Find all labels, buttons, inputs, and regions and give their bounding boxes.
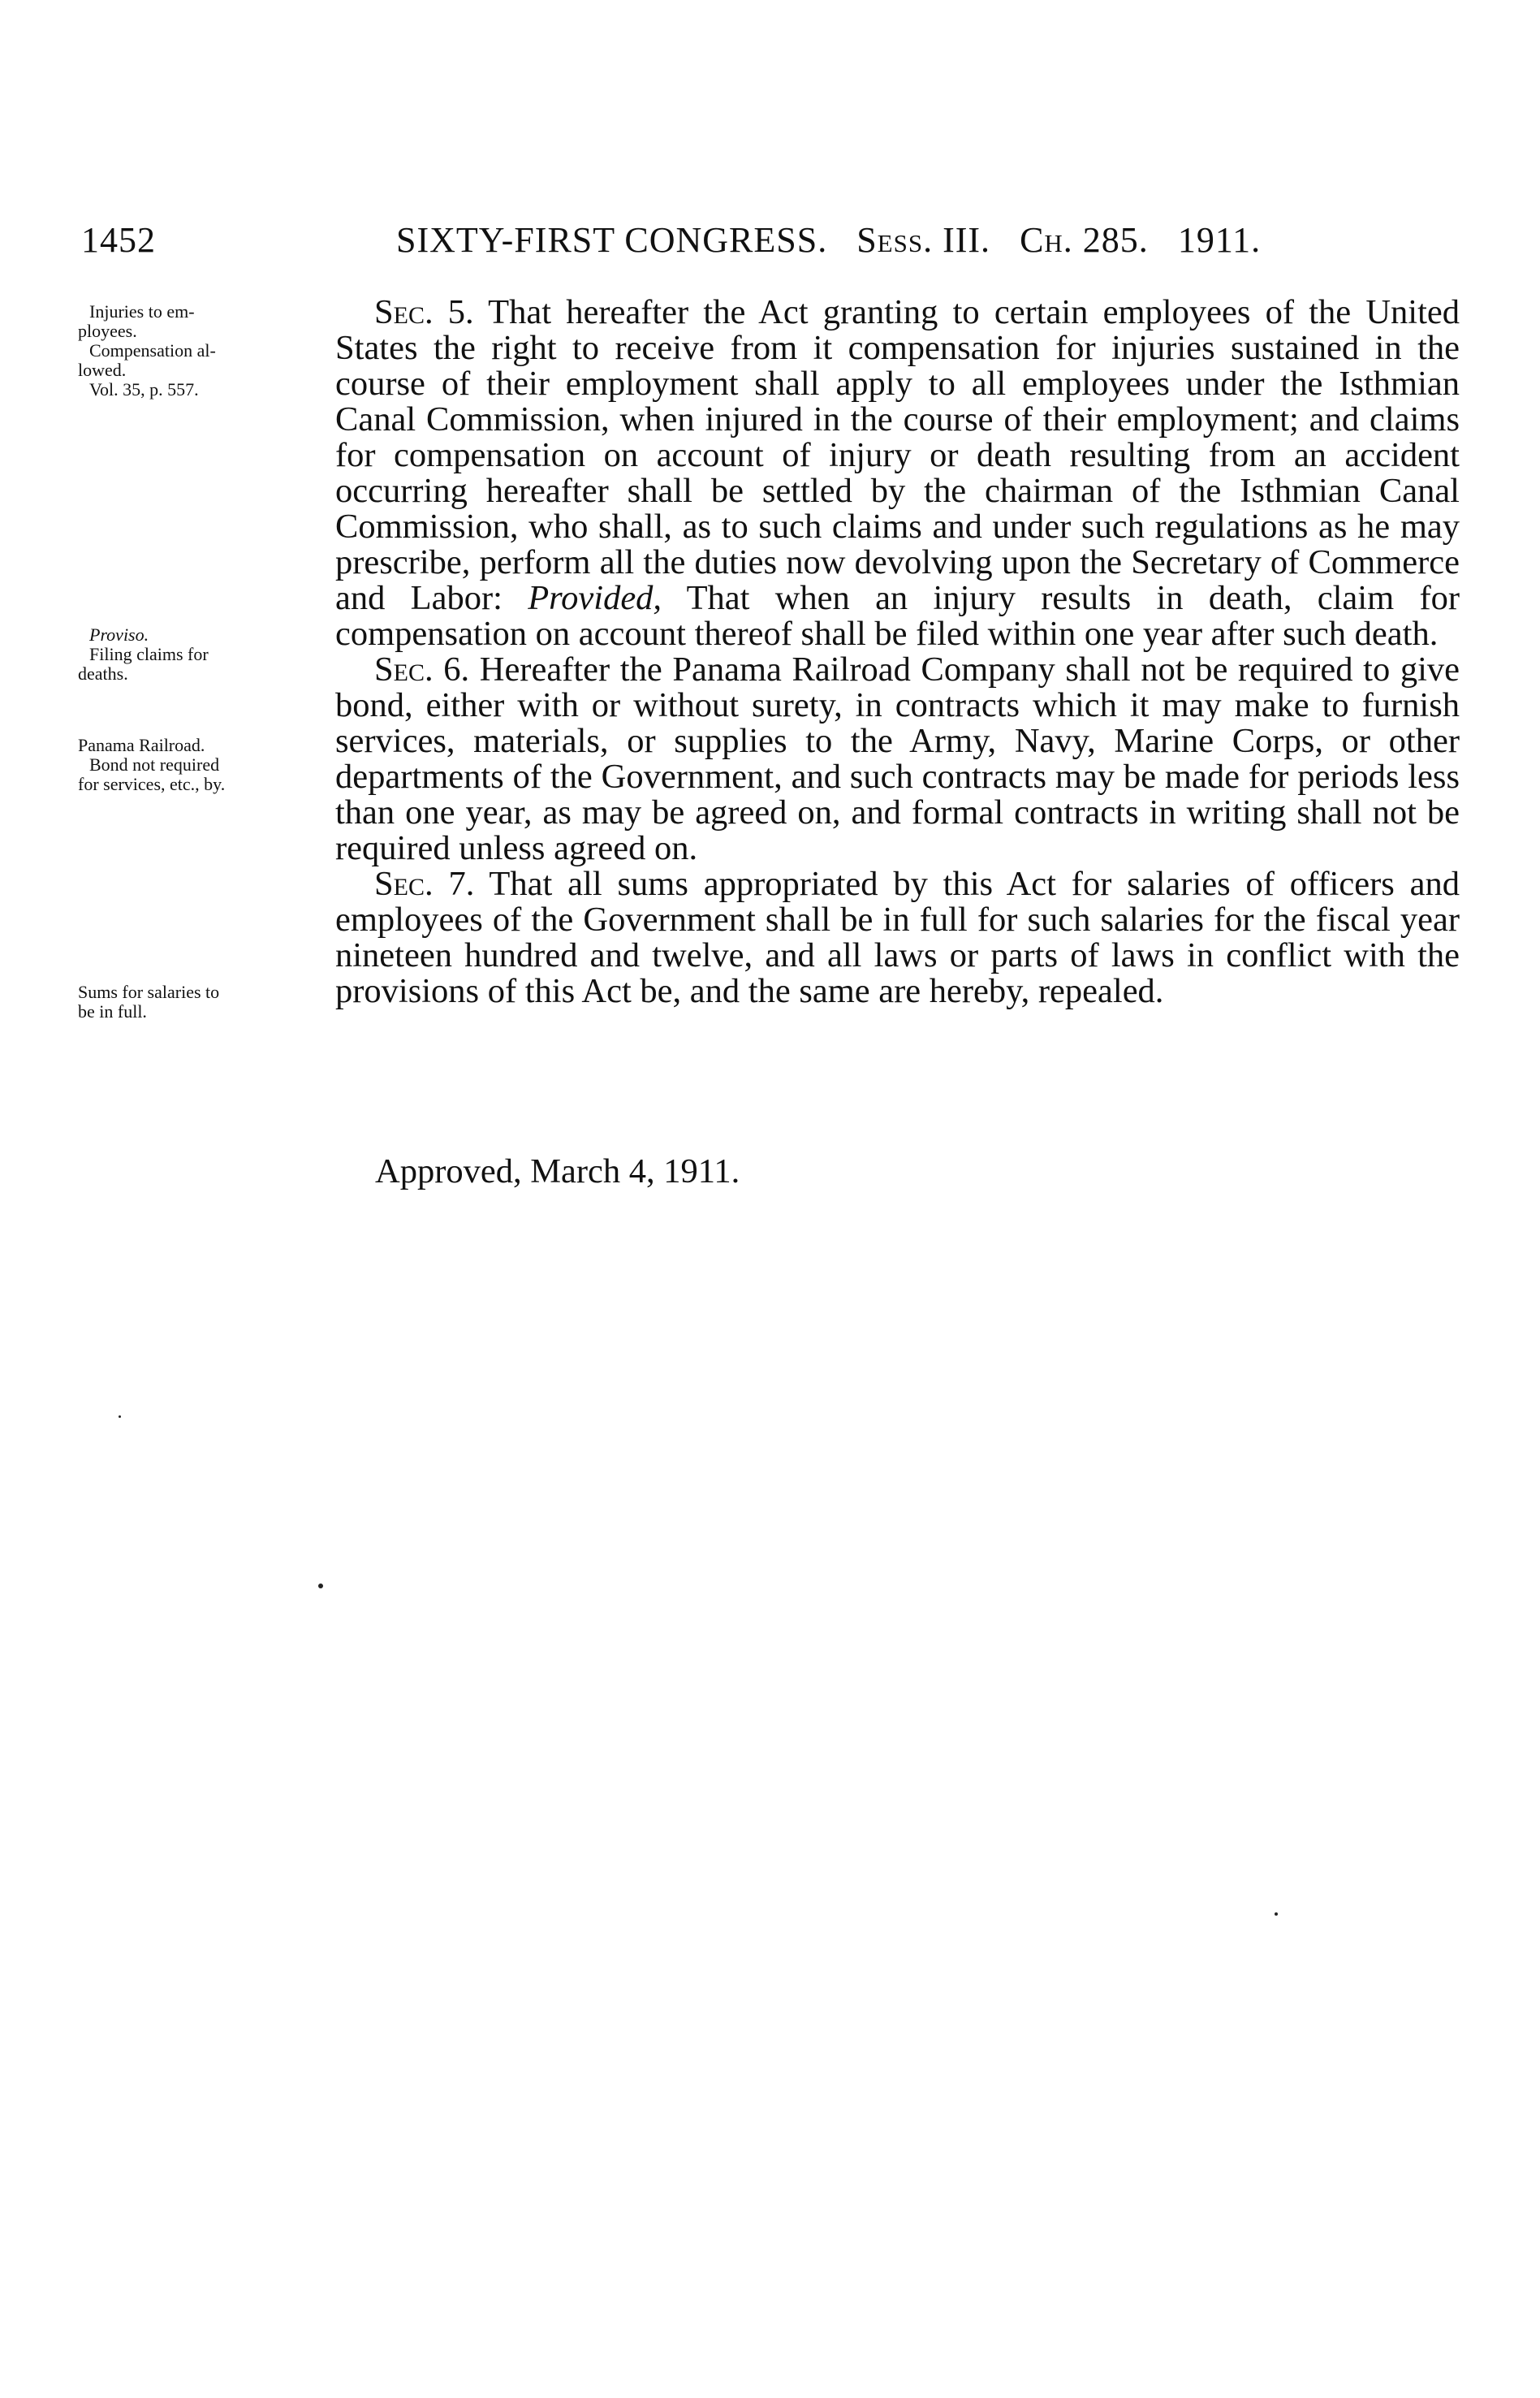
page-number: 1452 [81,220,156,260]
section-text: Hereafter the Panama Railroad Company shall not be required to give bond, either with or without surety, in contracts which it may make to furnish services, materials, or supplies to the Army, Navy, Marine Corps, or other departments of the Government, and such contracts may be made for periods less than one year, as may be agreed on, and formal contracts in writing shall not be required unless agreed on. [335,650,1460,867]
margin-note-line: Panama Railroad. [78,735,205,755]
section-text: That hereafter the Act granting to certain employees of the United States the right to receive from it compensation for injuries sustained in the course of their employment shall apply to all employees under the Isthmian Canal Commission, when injured in the course of their employment; and claims for compensation on account of injury or death resulting from an accident occurring hereafter shall be settled by the chairman of the Isthmian Canal Commission, who shall, as to such claims and under such regulations as he may prescribe, perform all the duties now devolving upon the Secretary of Commerce and Labor: [335,293,1460,617]
margin-note-injuries [78,302,330,400]
congress-title: SIXTY-FIRST CONGRESS. [396,220,828,260]
section-7 [335,866,1460,1009]
section-label: Sec. 5. [374,293,474,331]
section-text: That all sums appropriated by this Act for salaries of officers and employees of the Government shall be in full for such salaries for the fiscal year nineteen hundred and twelve, and all laws or parts of laws in conflict with the provisions of this Act be, and the same are hereby, repealed. [335,865,1460,1010]
page-header [81,219,1461,268]
margin-note-line: lowed. [78,360,127,380]
section-5 [335,295,1460,652]
scan-speck [1275,1912,1278,1916]
section-text: That when an injury results in death, claim for compensation on account thereof shall be filed within one year after such death. [335,579,1460,653]
section-label: Sec. 6. [374,650,470,689]
chapter-label: Ch. 285. [1020,220,1149,260]
margin-note-panama [78,736,330,794]
scan-speck [318,1584,323,1588]
margin-note-line: Proviso. [89,624,149,645]
proviso-word: Provided, [528,579,662,617]
margin-note-proviso [78,625,330,684]
section-6 [335,652,1460,866]
margin-note-line: deaths. [78,663,128,684]
margin-note-line: for services, etc., by. [78,774,226,794]
body-text [335,295,1460,1009]
margin-note-line: Vol. 35, p. 557. [89,379,199,400]
scan-speck [119,1415,121,1418]
margin-note-line: Bond not required [89,754,220,775]
margin-note-line: Sums for salaries to [78,982,220,1002]
year-label: 1911. [1177,220,1262,260]
margin-note-sums [78,983,330,1022]
margin-note-line: Injuries to em- [89,301,195,322]
margin-note-line: be in full. [78,1001,147,1022]
margin-note-line: Filing claims for [89,644,209,664]
margin-note-line: ployees. [78,321,137,341]
approval-line: Approved, March 4, 1911. [375,1152,740,1190]
running-head [396,219,1261,261]
section-label: Sec. 7. [374,865,475,903]
margin-note-line: Compensation al- [89,340,216,361]
session-label: Sess. III. [856,220,991,260]
